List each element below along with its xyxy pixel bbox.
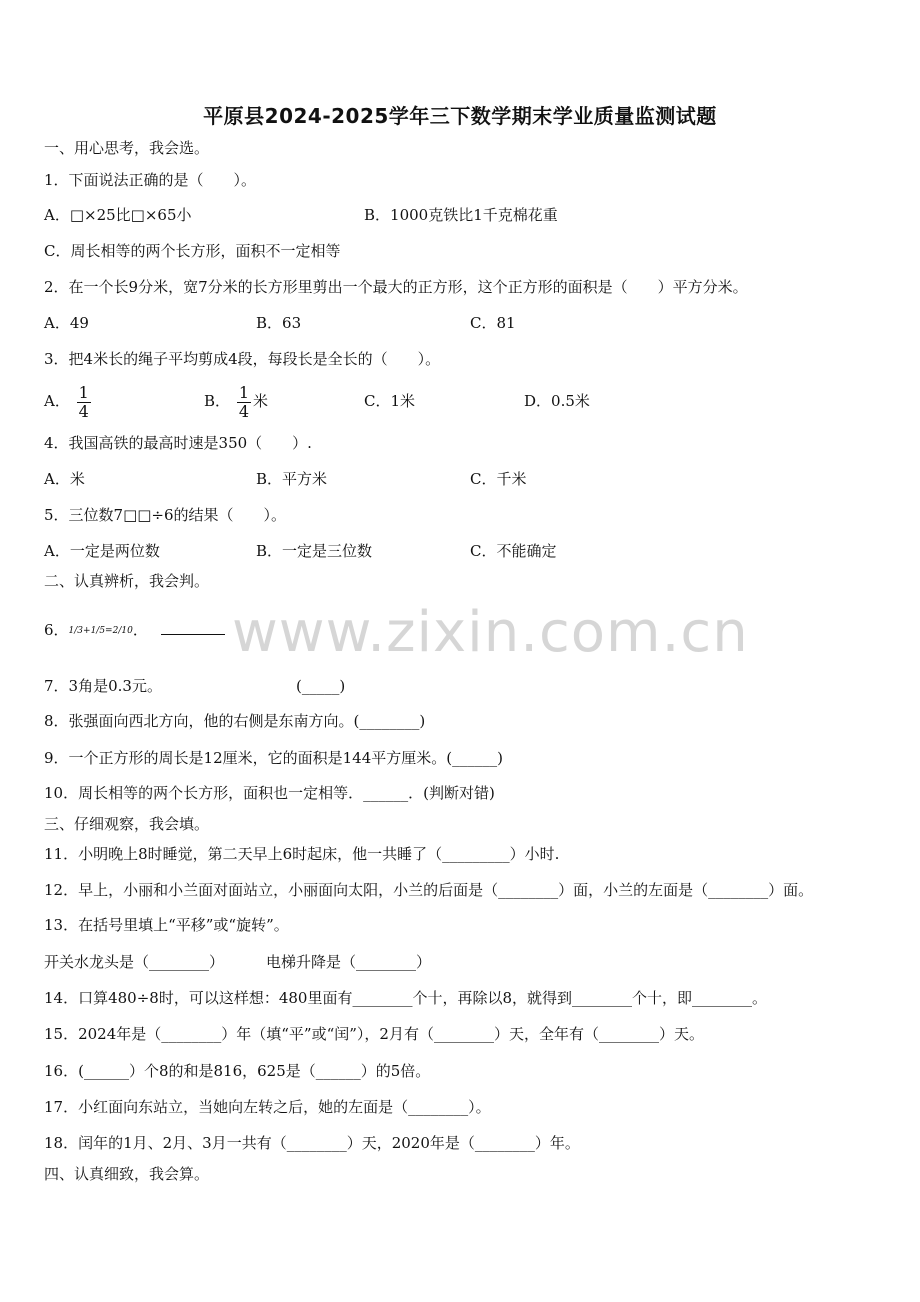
q3-a-denominator: 4 — [78, 401, 89, 421]
watermark: www.zixin.com.cn — [232, 600, 749, 665]
q1-option-c: C．周长相等的两个长方形，面积不一定相等 — [44, 242, 341, 260]
question-7: 7．3角是0.3元。 — [44, 677, 162, 695]
q4-option-b: B．平方米 — [256, 470, 328, 488]
q3-a-numerator: 1 — [78, 382, 89, 402]
question-15: 15．2024年是（________）年（填“平”或“闰”），2月有（________）天，全年有（________）天。 — [44, 1025, 704, 1043]
q3-option-a — [44, 378, 93, 424]
q4-option-a: A．米 — [44, 470, 85, 488]
question-13: 13．在括号里填上“平移”或“旋转”。 — [44, 916, 289, 934]
q6-label: 6． — [44, 621, 69, 639]
q13-faucet: 开关水龙头是（________） — [44, 953, 225, 971]
q3-option-a-label: A． — [44, 392, 70, 410]
q6-answer-blank[interactable] — [161, 620, 225, 635]
q3-option-c: C．1米 — [364, 392, 416, 410]
q5-option-a: A．一定是两位数 — [44, 542, 160, 560]
q3-option-a-fraction — [77, 384, 91, 421]
q4-option-c: C．千米 — [470, 470, 527, 488]
q1-option-b: B．1000克铁比1千克棉花重 — [364, 206, 558, 224]
question-11: 11．小明晚上8时睡觉，第二天早上6时起床，他一共睡了（_________）小时. — [44, 845, 560, 863]
question-2: 2．在一个长9分米，宽7分米的长方形里剪出一个最大的正方形，这个正方形的面积是（ ）平方分米。 — [44, 278, 748, 296]
question-1: 1．下面说法正确的是（ ）。 — [44, 171, 257, 189]
question-12: 12．早上，小丽和小兰面对面站立，小丽面向太阳，小兰的后面是（________）面，小兰的左面是（________）面。 — [44, 881, 814, 899]
question-3: 3．把4米长的绳子平均剪成4段，每段长是全长的（ ）。 — [44, 350, 441, 368]
q3-option-b-fraction — [237, 384, 251, 421]
section-2-heading: 二、认真辨析，我会判。 — [44, 572, 210, 590]
q2-option-b: B．63 — [256, 314, 302, 332]
question-14: 14．口算480÷8时，可以这样想：480里面有________个十，再除以8，就得到________个十，即________。 — [44, 989, 768, 1007]
q5-option-b: B．一定是三位数 — [256, 542, 373, 560]
question-18: 18．闰年的1月、2月、3月一共有（________）天，2020年是（________）年。 — [44, 1134, 580, 1152]
q7-answer-blank[interactable]: (_____) — [296, 677, 346, 695]
q3-b-denominator: 4 — [238, 401, 249, 421]
q13-elevator: 电梯升降是（________） — [266, 953, 432, 971]
q2-option-a: A．49 — [44, 314, 89, 332]
q3-option-b — [204, 378, 268, 424]
q6-equation: 1/3+1/5=2/10 — [68, 626, 133, 636]
question-17: 17．小红面向东站立，当她向左转之后，她的左面是（________）。 — [44, 1098, 491, 1116]
question-8: 8．张强面向西北方向，他的右侧是东南方向。(________) — [44, 712, 426, 730]
q1-option-a: A．□×25比□×65小 — [44, 206, 192, 224]
q3-option-b-label: B． — [204, 392, 231, 410]
question-9: 9．一个正方形的周长是12厘米，它的面积是144平方厘米。(______) — [44, 749, 503, 767]
question-16: 16．(______）个8的和是816，625是（______）的5倍。 — [44, 1062, 431, 1080]
section-3-heading: 三、仔细观察，我会填。 — [44, 815, 210, 833]
section-4-heading: 四、认真细致，我会算。 — [44, 1165, 210, 1183]
question-4: 4．我国高铁的最高时速是350（ ）. — [44, 434, 312, 452]
section-1-heading: 一、用心思考，我会选。 — [44, 139, 210, 157]
q2-option-c: C．81 — [470, 314, 516, 332]
q3-b-unit: 米 — [253, 392, 269, 410]
q3-b-numerator: 1 — [238, 382, 249, 402]
question-10: 10．周长相等的两个长方形，面积也一定相等．______．(判断对错) — [44, 784, 495, 802]
question-5: 5．三位数7□□÷6的结果（ ）。 — [44, 506, 287, 524]
question-6 — [44, 620, 225, 641]
q5-option-c: C．不能确定 — [470, 542, 557, 560]
q6-tail: ． — [132, 621, 148, 639]
page-title: 平原县2024-2025学年三下数学期末学业质量监测试题 — [203, 104, 717, 128]
q3-option-d: D．0.5米 — [524, 392, 590, 410]
